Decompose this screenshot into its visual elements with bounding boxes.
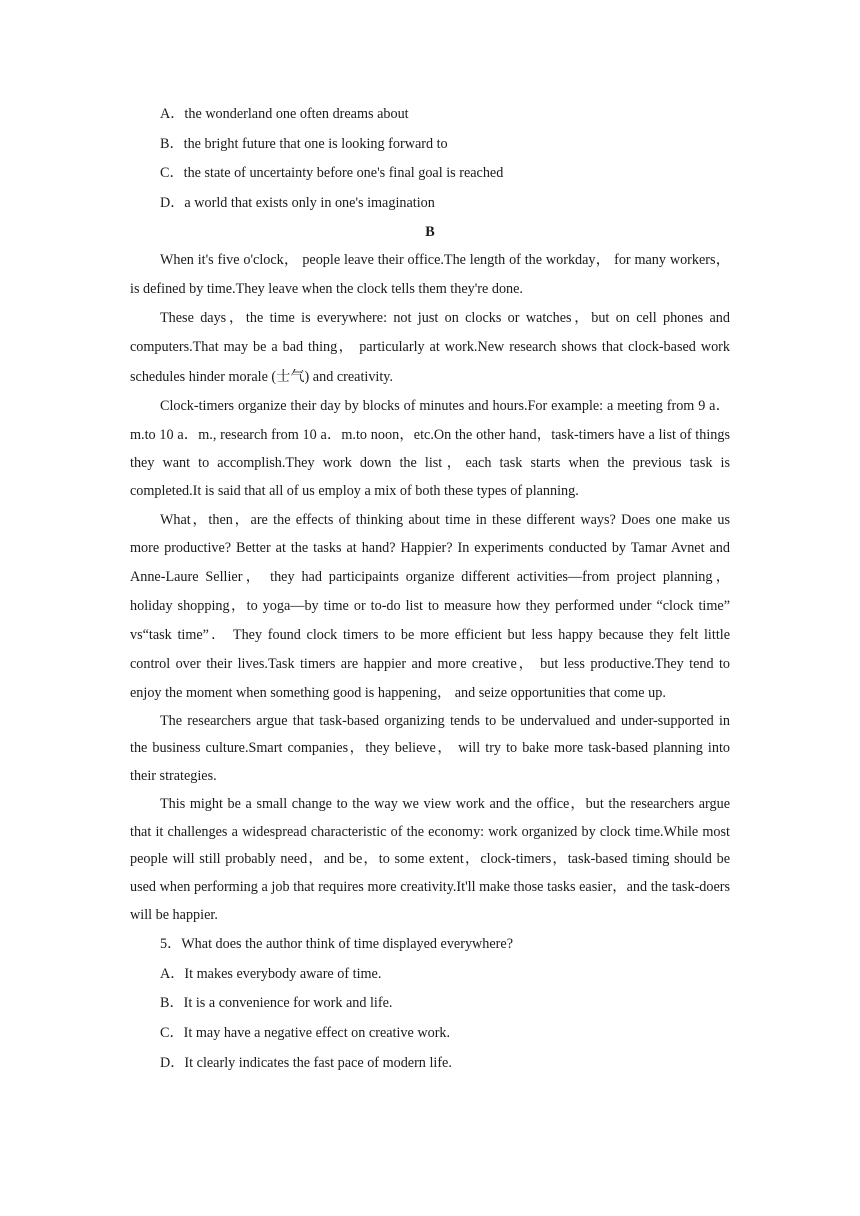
passage-paragraph-4: What，then，are the effects of thinking about time in these different ways? Does one make us more productive? Better at the tasks at hand? Happier? In experiments conducted by Tamar Avnet and Anne-Laure Sellier， they had participaints organize different activities—from project planning，holiday shopping，to yoga—by time or to-do list to measure how they performed under “clock time” vs“task time”． They found clock timers to be more efficient but less happy because they felt little control over their lives.Task timers are happier and more creative， but less productive.They tend to enjoy the moment when something good is happening， and seize opportunities that come up.	[130, 511, 730, 701]
option-c: C．the state of uncertainty before one's final goal is reached	[160, 165, 504, 182]
question-stem: 5．What does the author think of time displayed everywhere?	[160, 936, 513, 953]
option-d: D．It clearly indicates the fast pace of modern life.	[160, 1054, 452, 1071]
passage-paragraph-5: The researchers argue that task-based organizing tends to be undervalued and under-supported in the business culture.Smart companies，they believe， will try to bake more task-based planning into their strategies.	[130, 712, 730, 785]
option-c: C．It may have a negative effect on creative work.	[160, 1024, 451, 1041]
passage-paragraph-1: When it's five o'clock， people leave their office.The length of the workday， for many workers，is defined by time.They leave when the clock tells them they're done.	[130, 251, 730, 297]
passage	[130, 246, 730, 930]
option-a: A．It makes everybody aware of time.	[160, 965, 382, 982]
option-a: A．the wonderland one often dreams about	[160, 106, 409, 122]
option-b: B．the bright future that one is looking forward to	[160, 135, 448, 152]
previous-question-options	[130, 100, 730, 219]
question-5	[130, 930, 730, 1078]
document-page	[130, 100, 730, 1078]
option-d: D．a world that exists only in one's imagination	[160, 195, 435, 212]
passage-paragraph-2: These days，the time is everywhere: not just on clocks or watches，but on cell phones and computers.That may be a bad thing， particularly at work.New research shows that clock-based work schedules hinder morale (士气) and creativity.	[130, 309, 730, 385]
section-title: B	[425, 223, 435, 240]
passage-paragraph-6: This might be a small change to the way we view work and the office，but the researchers argue that it challenges a widespread characteristic of the economy: work organized by clock time.While most people will still probably need，and be，to some extent，clock-timers，task-based timing should be used when performing a job that requires more creativity.It'll make those tasks easier，and the task-doers will be happier.	[130, 795, 730, 924]
passage-paragraph-3: Clock-timers organize their day by blocks of minutes and hours.For example: a meeting from 9 a．m.to 10 a．m., research from 10 a．m.to noon，etc.On the other hand，task-timers have a list of things they want to accomplish.They work down the list，each task starts when the previous task is completed.It is said that all of us employ a mix of both these types of planning.	[130, 398, 730, 500]
option-b: B．It is a convenience for work and life.	[160, 995, 393, 1012]
